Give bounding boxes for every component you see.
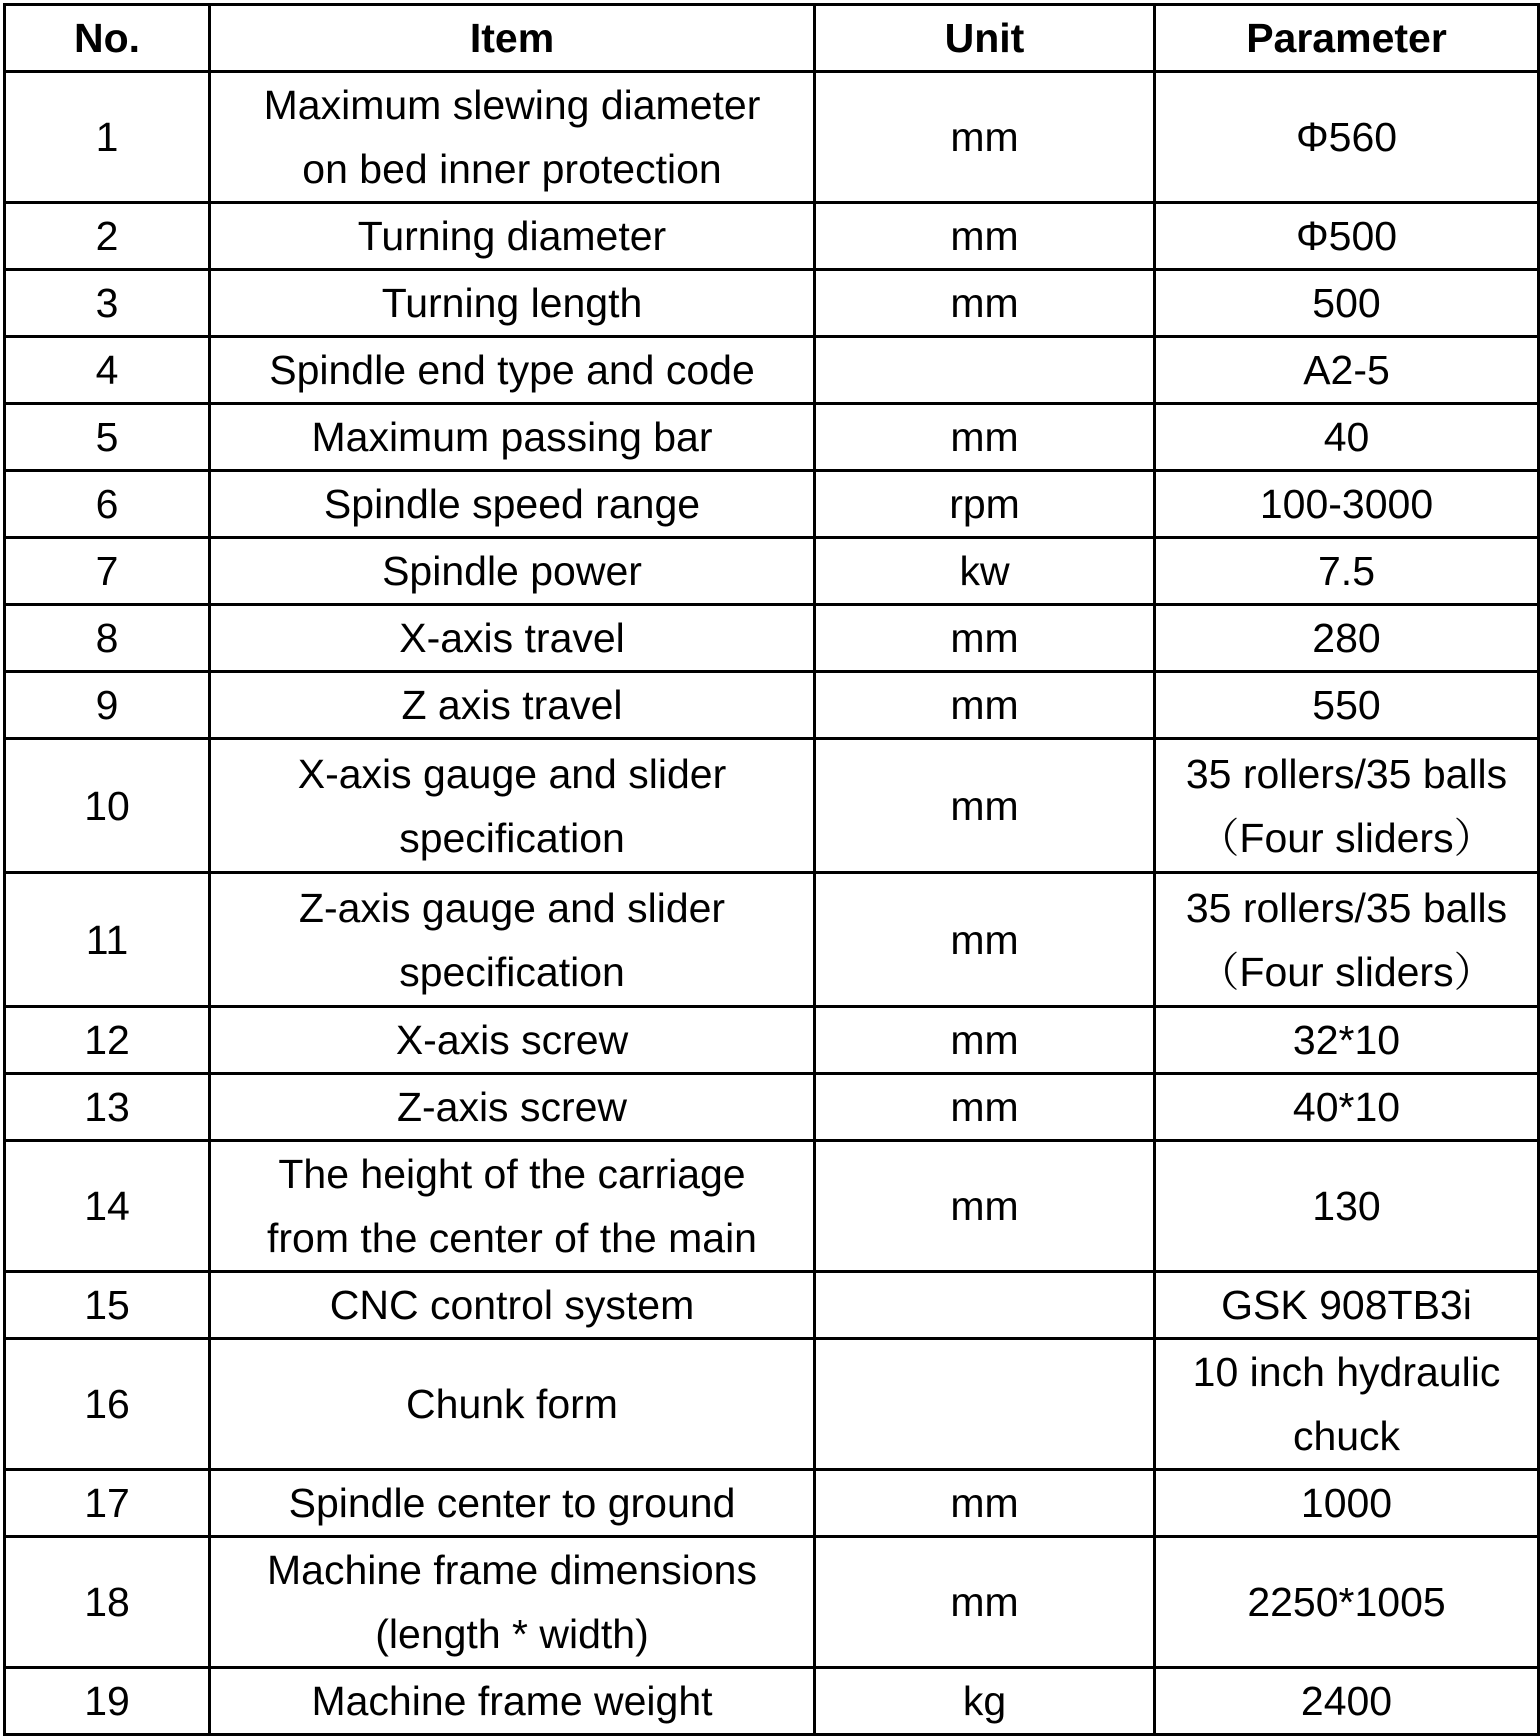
cell-parameter: 35 rollers/35 balls （Four sliders） (1155, 873, 1539, 1007)
cell-item: Turning length (210, 270, 815, 337)
cell-unit: mm (815, 72, 1155, 203)
header-row (5, 5, 1539, 72)
table-row (5, 1537, 1539, 1668)
table-row (5, 203, 1539, 270)
cell-parameter: 500 (1155, 270, 1539, 337)
cell-item: Spindle center to ground (210, 1470, 815, 1537)
cell-no: 15 (5, 1272, 210, 1339)
cell-unit: mm (815, 873, 1155, 1007)
cell-item: Maximum passing bar (210, 404, 815, 471)
cell-no: 4 (5, 337, 210, 404)
cell-item: Spindle speed range (210, 471, 815, 538)
header-parameter: Parameter (1155, 5, 1539, 72)
cell-unit: mm (815, 1537, 1155, 1668)
cell-parameter: GSK 908TB3i (1155, 1272, 1539, 1339)
cell-parameter: 40 (1155, 404, 1539, 471)
table-row (5, 404, 1539, 471)
cell-item: X-axis gauge and slider specification (210, 739, 815, 873)
table-row (5, 739, 1539, 873)
cell-parameter: 130 (1155, 1141, 1539, 1272)
cell-parameter: 2250*1005 (1155, 1537, 1539, 1668)
cell-item: Maximum slewing diameter on bed inner protection (210, 72, 815, 203)
cell-no: 1 (5, 72, 210, 203)
cell-no: 14 (5, 1141, 210, 1272)
cell-unit (815, 1339, 1155, 1470)
cell-item: X-axis screw (210, 1007, 815, 1074)
cell-no: 3 (5, 270, 210, 337)
cell-unit: kw (815, 538, 1155, 605)
cell-item: Spindle power (210, 538, 815, 605)
cell-no: 8 (5, 605, 210, 672)
cell-parameter: 100-3000 (1155, 471, 1539, 538)
cell-no: 11 (5, 873, 210, 1007)
cell-item: CNC control system (210, 1272, 815, 1339)
cell-unit: mm (815, 739, 1155, 873)
cell-parameter: 550 (1155, 672, 1539, 739)
cell-no: 13 (5, 1074, 210, 1141)
table-row (5, 1668, 1539, 1735)
table-row (5, 672, 1539, 739)
table-row (5, 538, 1539, 605)
cell-item: Machine frame dimensions (length * width) (210, 1537, 815, 1668)
cell-unit: mm (815, 1470, 1155, 1537)
cell-parameter: A2-5 (1155, 337, 1539, 404)
cell-item: X-axis travel (210, 605, 815, 672)
table-row (5, 1074, 1539, 1141)
cell-item: Z axis travel (210, 672, 815, 739)
cell-item: Machine frame weight (210, 1668, 815, 1735)
cell-parameter: 1000 (1155, 1470, 1539, 1537)
cell-no: 5 (5, 404, 210, 471)
table-row (5, 873, 1539, 1007)
cell-item: Turning diameter (210, 203, 815, 270)
cell-no: 18 (5, 1537, 210, 1668)
cell-parameter: Φ560 (1155, 72, 1539, 203)
cell-no: 19 (5, 1668, 210, 1735)
cell-no: 12 (5, 1007, 210, 1074)
cell-parameter: 280 (1155, 605, 1539, 672)
cell-no: 7 (5, 538, 210, 605)
cell-unit: mm (815, 1141, 1155, 1272)
cell-item: Z-axis screw (210, 1074, 815, 1141)
table-row (5, 605, 1539, 672)
cell-unit: mm (815, 203, 1155, 270)
cell-unit: mm (815, 1007, 1155, 1074)
header-item: Item (210, 5, 815, 72)
cell-unit: mm (815, 1074, 1155, 1141)
cell-item: The height of the carriage from the center of the main (210, 1141, 815, 1272)
cell-unit: kg (815, 1668, 1155, 1735)
cell-unit (815, 337, 1155, 404)
cell-parameter: 40*10 (1155, 1074, 1539, 1141)
table-row (5, 471, 1539, 538)
cell-parameter: Φ500 (1155, 203, 1539, 270)
cell-parameter: 32*10 (1155, 1007, 1539, 1074)
cell-item: Z-axis gauge and slider specification (210, 873, 815, 1007)
table-row (5, 72, 1539, 203)
header-no: No. (5, 5, 210, 72)
table-row (5, 1272, 1539, 1339)
cell-no: 10 (5, 739, 210, 873)
cell-unit: mm (815, 270, 1155, 337)
cell-unit: mm (815, 672, 1155, 739)
cell-parameter: 35 rollers/35 balls （Four sliders） (1155, 739, 1539, 873)
table-body (5, 72, 1539, 1735)
cell-parameter: 7.5 (1155, 538, 1539, 605)
table-row (5, 270, 1539, 337)
table-row (5, 1007, 1539, 1074)
cell-parameter: 2400 (1155, 1668, 1539, 1735)
cell-unit: mm (815, 605, 1155, 672)
table-row (5, 1141, 1539, 1272)
cell-unit: mm (815, 404, 1155, 471)
cell-no: 6 (5, 471, 210, 538)
table-row (5, 337, 1539, 404)
cell-unit (815, 1272, 1155, 1339)
cell-no: 16 (5, 1339, 210, 1470)
cell-item: Spindle end type and code (210, 337, 815, 404)
table-header (5, 5, 1539, 72)
header-unit: Unit (815, 5, 1155, 72)
cell-parameter: 10 inch hydraulic chuck (1155, 1339, 1539, 1470)
cell-no: 9 (5, 672, 210, 739)
table-row (5, 1470, 1539, 1537)
cell-unit: rpm (815, 471, 1155, 538)
table-row (5, 1339, 1539, 1470)
cell-item: Chunk form (210, 1339, 815, 1470)
cell-no: 17 (5, 1470, 210, 1537)
cell-no: 2 (5, 203, 210, 270)
spec-table (3, 3, 1540, 1736)
